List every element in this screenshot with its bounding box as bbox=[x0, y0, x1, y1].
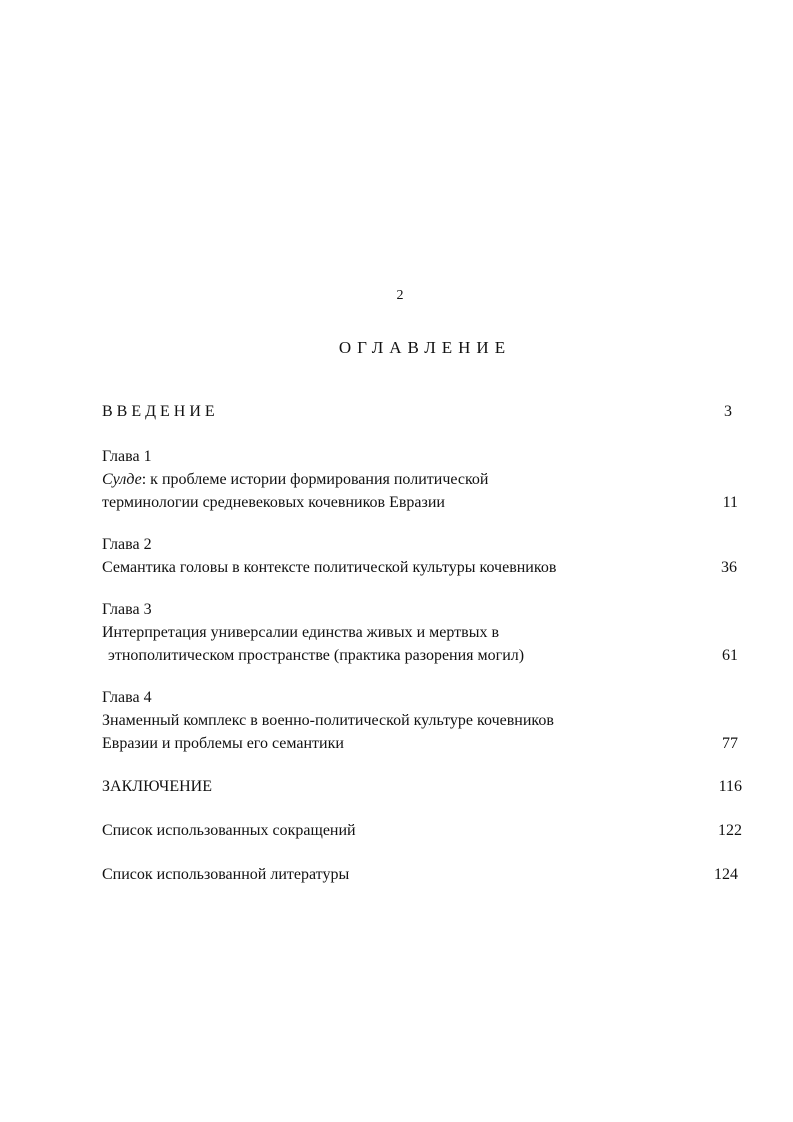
chapter-title-line: Семантика головы в контексте политической культуры кочевников bbox=[102, 559, 557, 576]
toc-entry-page: 122 bbox=[718, 822, 742, 839]
chapter-title-line: Знаменный комплекс в военно-политической культуре кочевников bbox=[102, 712, 554, 729]
chapter-label: Глава 3 bbox=[102, 601, 152, 618]
toc-entry-chapter-4 bbox=[102, 686, 742, 755]
toc-entry-title: Список использованной литературы bbox=[102, 866, 350, 883]
toc-entry-intro bbox=[102, 400, 742, 423]
chapter-label: Глава 2 bbox=[102, 536, 152, 553]
chapter-label: Глава 1 bbox=[102, 448, 152, 465]
toc-entry-page: 3 bbox=[724, 403, 732, 420]
chapter-title-term: Сулде bbox=[102, 471, 142, 488]
page-number: 2 bbox=[396, 288, 404, 303]
toc-title: ОГЛАВЛЕНИЕ bbox=[338, 338, 512, 357]
toc-entry-conclusion bbox=[102, 775, 742, 798]
chapter-title-line: терминологии средневековых кочевников Евразии bbox=[102, 494, 445, 511]
toc-entry-page: 61 bbox=[722, 647, 738, 664]
toc-entry-page: 11 bbox=[722, 494, 738, 511]
toc-entry-page: 124 bbox=[714, 866, 738, 883]
toc-entry-abbreviations bbox=[102, 819, 742, 842]
toc-entry-title: Список использованных сокращений bbox=[102, 822, 356, 839]
chapter-title-line: этнополитическом пространстве (практика разорения могил) bbox=[108, 647, 525, 664]
toc-entry-literature bbox=[102, 863, 742, 886]
chapter-title-line: Интерпретация универсалии единства живых и мертвых в bbox=[102, 624, 500, 641]
chapter-title-line bbox=[102, 468, 742, 491]
toc-entry-page: 77 bbox=[722, 735, 738, 752]
chapter-title-line: Евразии и проблемы его семантики bbox=[102, 735, 344, 752]
toc-entry-title: ЗАКЛЮЧЕНИЕ bbox=[102, 778, 212, 795]
toc-entry-page: 36 bbox=[721, 559, 737, 576]
toc-entry-chapter-2 bbox=[102, 533, 742, 579]
toc-entry-chapter-1 bbox=[102, 445, 742, 514]
chapter-label: Глава 4 bbox=[102, 689, 152, 706]
toc-entry-chapter-3 bbox=[102, 598, 742, 667]
chapter-title-rest: : к проблеме истории формирования политической bbox=[141, 471, 489, 488]
toc-entry-page: 116 bbox=[718, 778, 742, 795]
toc-entry-title: ВВЕДЕНИЕ bbox=[102, 403, 219, 420]
